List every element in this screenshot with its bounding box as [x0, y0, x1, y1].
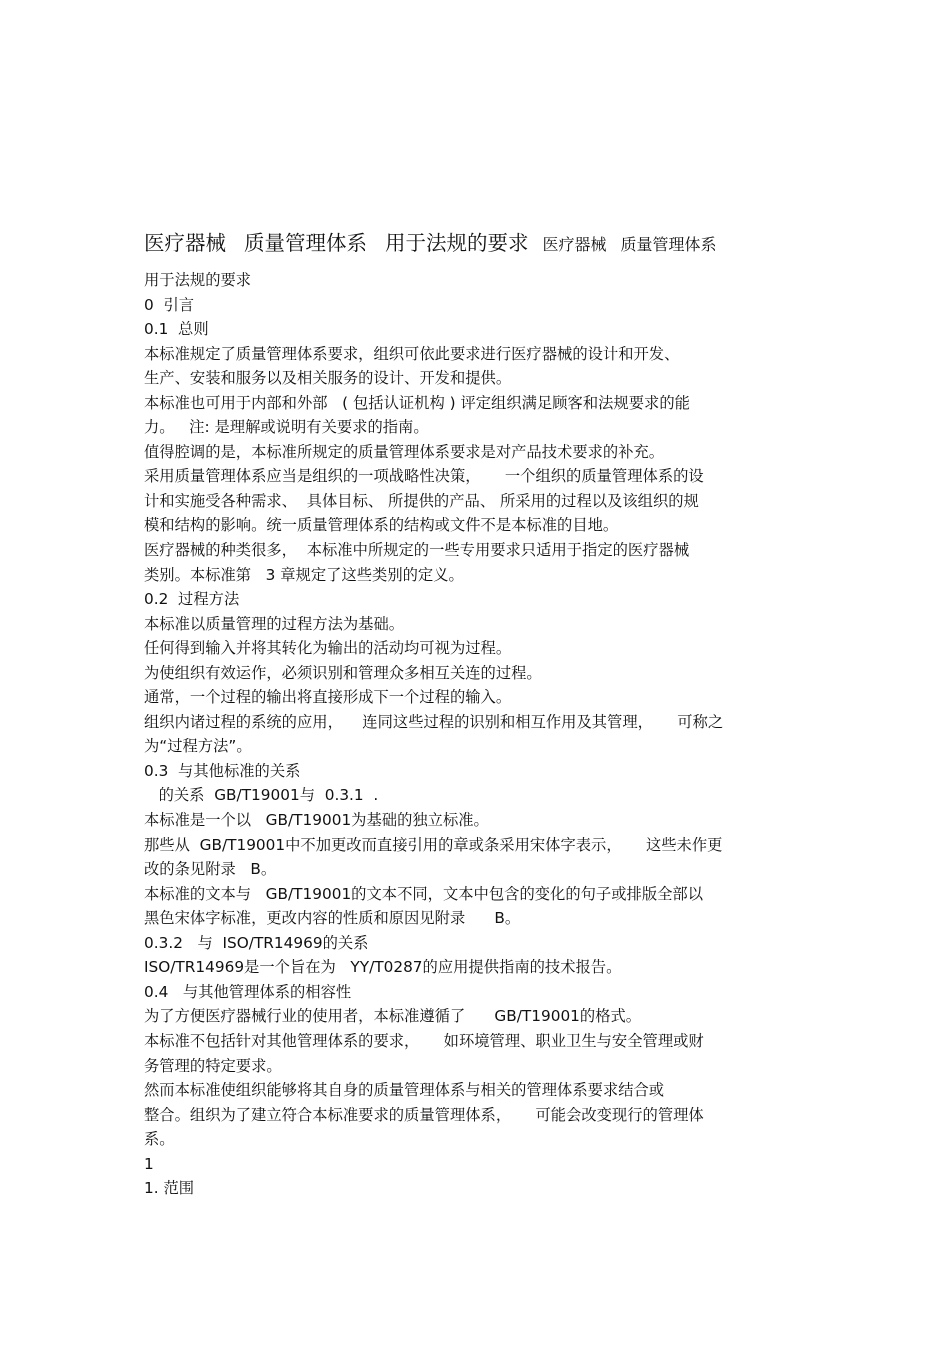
section-heading-0-4: 0.4 与其他管理体系的相容性 [144, 982, 352, 1001]
text-line: 为使组织有效运作，必须识别和管理众多相互关连的过程。 [144, 663, 542, 682]
text-line: 那些从 GB/T19001中不加更改而直接引用的章或条采用宋体字表示， 这些未作更 [144, 835, 723, 854]
text-line: 力。 注: 是理解或说明有关要求的指南。 [144, 418, 429, 437]
text-line: 模和结构的影响。统一质量管理体系的结构或文件不是本标准的目地。 [144, 516, 619, 535]
title-part-2: 质量管理体系 [244, 231, 367, 255]
section-heading-0: 0 引言 [144, 295, 195, 314]
document-body [144, 268, 814, 1201]
text-line: 务管理的特定要求。 [144, 1056, 282, 1075]
title-part-4: 医疗器械 [542, 235, 607, 254]
text-line: 本标准以质量管理的过程方法为基础。 [144, 614, 405, 633]
text-line: ISO/TR14969是一个旨在为 YY/T0287的应用提供指南的技术报告。 [144, 958, 622, 977]
text-line: 系。 [144, 1130, 175, 1149]
text-line: 采用质量管理体系应当是组织的一项战略性决策， 一个组织的质量管理体系的设 [144, 467, 704, 486]
text-line: 本标准是一个以 GB/T19001为基础的独立标准。 [144, 811, 489, 830]
text-line: 为了方便医疗器械行业的使用者，本标准遵循了 GB/T19001的格式。 [144, 1007, 642, 1026]
page-number: 1 [144, 1154, 154, 1173]
text-line: 整合。组织为了建立符合本标准要求的质量管理体系， 可能会改变现行的管理体 [144, 1105, 704, 1124]
title-part-1: 医疗器械 [144, 231, 226, 255]
section-heading-0-1: 0.1 总则 [144, 320, 209, 339]
title-part-3: 用于法规的要求 [385, 231, 529, 255]
text-line: 通常，一个过程的输出将直接形成下一个过程的输入。 [144, 688, 512, 707]
text-line: 生产、安装和服务以及相关服务的设计、开发和提供。 [144, 369, 512, 388]
text-line: 改的条见附录 B。 [144, 860, 277, 879]
text-line: 黑色宋体字标准，更改内容的性质和原因见附录 B。 [144, 909, 521, 928]
document-title [144, 229, 824, 259]
text-line: 计和实施受各种需求、 具体目标、 所提供的产品、 所采用的过程以及该组织的规 [144, 491, 699, 510]
text-line: 值得腔调的是，本标准所规定的质量管理体系要求是对产品技术要求的补充。 [144, 442, 665, 461]
text-line: 用于法规的要求 [144, 271, 252, 289]
section-heading-0-3-2: 0.3.2 与 ISO/TR14969的关系 [144, 933, 369, 952]
section-heading-0-3: 0.3 与其他标准的关系 [144, 761, 301, 780]
text-line: 本标准也可用于内部和外部 ( 包括认证机构 ) 评定组织满足顾客和法规要求的能 [144, 393, 690, 412]
text-line: 本标准的文本与 GB/T19001的文本不同，文本中包含的变化的句子或排版全部以 [144, 884, 704, 903]
title-part-5: 质量管理体系 [620, 235, 717, 254]
text-line: 然而本标准使组织能够将其自身的质量管理体系与相关的管理体系要求结合或 [144, 1081, 665, 1100]
text-line: 本标准不包括针对其他管理体系的要求， 如环境管理、职业卫生与安全管理或财 [144, 1031, 704, 1050]
text-line: 类别。本标准第 3 章规定了这些类别的定义。 [144, 565, 464, 584]
section-heading-1: 1. 范围 [144, 1179, 195, 1198]
text-line: 本标准规定了质量管理体系要求，组织可依此要求进行医疗器械的设计和开发、 [144, 344, 680, 363]
text-line: 医疗器械的种类很多， 本标准中所规定的一些专用要求只适用于指定的医疗器械 [144, 541, 690, 560]
text-line: 组织内诸过程的系统的应用， 连同这些过程的识别和相互作用及其管理， 可称之 [144, 712, 724, 731]
text-line: 的关系 GB/T19001与 0.3.1 . [144, 786, 379, 805]
text-line: 为“过程方法”。 [144, 737, 252, 756]
text-line: 任何得到输入并将其转化为输出的活动均可视为过程。 [144, 639, 512, 658]
section-heading-0-2: 0.2 过程方法 [144, 590, 240, 609]
